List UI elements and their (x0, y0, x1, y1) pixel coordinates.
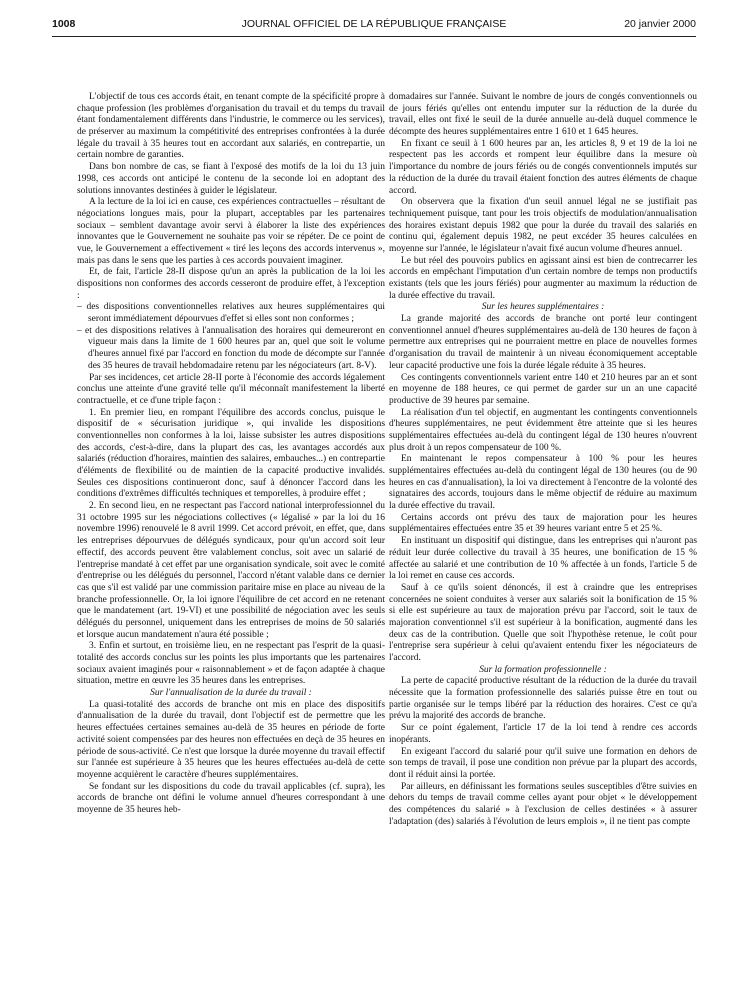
paragraph: A la lecture de la loi ici en cause, ces expériences contractuelles – résultant de négociations longues mais, pour la plupart, acceptables par les partenaires sociaux – semblent davantage avoir servi à élaborer la liste des expériences innovantes que le Gouvernement ne souhaite pas voir se répéter. De ce point de vue, le Gouvernement a effectivement « tiré les leçons des accords intervenus », mais pas dans le sens que les parties à ces accords pouvaient imaginer. (77, 197, 385, 266)
paragraph: 1. En premier lieu, en rompant l'équilibre des accords conclus, puisque le dispositif de « sécurisation juridique », qui invalide les dispositions conventionnelles non conformes à la loi, laisse subsister les autres dispositions des accords, c'est-à-dire, dans la plupart des cas, les avantages accordés aux salariés (réduction d'horaires, maintien des salaires, embauches...) en contrepartie d'éléments de flexibilité ou de maintien de la capacité productive invalidés. Seules ces dispositions continueront donc, sauf à dénoncer l'accord dans les conditions d'extrêmes difficultés techniques et temporelles, à produire effet ; (77, 407, 385, 500)
list-item: – des dispositions conventionnelles relatives aux heures supplémentaires qui seront immédiatement dépourvues d'effet si elles sont non conformes ; (77, 302, 385, 325)
paragraph: Par ailleurs, en définissant les formations seules susceptibles d'être suivies en dehors du temps de travail comme celles ayant pour objet « le développement des compétences du salarié » à l'exclusion de celles destinées « à assurer l'adaptation (des) salariés à l'évolution de leurs emplois », il ne tient pas compte (389, 781, 697, 827)
paragraph: Le but réel des pouvoirs publics en agissant ainsi est bien de contrecarrer les accords en empêchant l'imputation d'un certain nombre de temps non productifs existants (tels que les jours fériés) pour augmenter au maximum la réduction de la durée effective du travail. (389, 255, 697, 301)
page-number: 1008 (52, 18, 76, 30)
paragraph: En exigeant l'accord du salarié pour qu'il suive une formation en dehors de son temps de travail, il pose une condition non prévue par la plupart des accords, dont il réduit ainsi la portée. (389, 746, 697, 780)
paragraph: En maintenant le repos compensateur à 100 % pour les heures supplémentaires effectuées au-delà du contingent légal de 130 heures (ou de 90 heures en cas d'annualisation), la loi va directement à l'encontre de la volonté des signataires des accords, toujours dans le même objectif de réduire au maximum la durée effective du travail. (389, 454, 697, 512)
paragraph: En fixant ce seuil à 1 600 heures par an, les articles 8, 9 et 19 de la loi ne respectent pas les accords et rompent leur équilibre dans la mesure où l'importance du nombre de jours fériés ou de congés conventionnels imputés sur la réduction de la durée du travail étaient fonction des autres éléments de chaque accord. (389, 138, 697, 196)
issue-date: 20 janvier 2000 (624, 18, 696, 30)
paragraph: Ces contingents conventionnels varient entre 140 et 210 heures par an et sont en moyenne de 188 heures, ce qui permet de garder sur un an une capacité productive de 39 heures par semaine. (389, 372, 697, 406)
section-heading: Sur la formation professionnelle : (479, 664, 607, 675)
paragraph: domadaires sur l'année. Suivant le nombre de jours de congés conventionnels ou de jours fériés qu'elles ont entendu imputer sur la réduction de la durée du travail, elles ont fixé le seuil de la durée annuelle au-delà duquel commence le décompte des heures supplémentaires entre 1 610 et 1 645 heures. (389, 92, 697, 138)
paragraph: La réalisation d'un tel objectif, en augmentant les contingents conventionnels d'heures supplémentaires, ne peut évidemment être atteinte que si les heures supplémentaires effectuées au-delà du contingent légal de 130 heures n'ouvrent plus droit à un repos compensateur de 100 %. (389, 407, 697, 453)
paragraph: En instituant un dispositif qui distingue, dans les entreprises qui n'auront pas réduit leur durée collective du travail à 35 heures, une bonification de 15 % affectée au salarié et une contribution de 10 % affectée à un fonds, l'article 5 de la loi remet en cause ces accords. (389, 536, 697, 582)
journal-title: JOURNAL OFFICIEL DE LA RÉPUBLIQUE FRANÇAISE (241, 18, 507, 30)
paragraph: La perte de capacité productive résultant de la réduction de la durée du travail nécessite que la formation professionnelle des salariés puisse être en tout ou partie organisée sur le temps libéré par la réduction des horaires. C'est ce qu'a prévu la majorité des accords de branche. (389, 676, 697, 722)
paragraph: 2. En second lieu, en ne respectant pas l'accord national interprofessionnel du 31 octobre 1995 sur les négociations collectives (« légalisé » par la loi du 16 novembre 1996) renouvelé le 8 avril 1999. Cet accord prévoit, en effet, que, dans les entreprises dépourvues de délégués syndicaux, pour qu'un accord soit leur effectif, des accords peuvent être valablement conclus, soit avec un salarié de l'entreprise mandaté à cet effet par une organisation syndicale, soit avec le comité d'entreprise ou les délégués du personnel, l'accord n'étant valable dans ce dernier cas que s'il est validé par une commission paritaire mise en place au niveau de la branche professionnelle. Or, la loi ignore l'équilibre de cet accord en ne retenant que le mandatement (art. 19-VI) et une possibilité de négociation avec les seuls délégués du personnel, uniquement dans les entreprises de moins de 50 salariés et lorsque aucun mandatement n'aura été possible ; (77, 501, 385, 640)
paragraph: On observera que la fixation d'un seuil annuel légal ne se justifiait pas techniquement puisque, tant pour les trois objectifs de modulation/annualisation des horaires existant depuis 1982 que pour la durée du travail des salariés en continu qui, également depuis 1982, ne peut excéder 35 heures calculées en moyenne sur l'année, le législateur n'avait fixé aucun volume d'heures annuel. (389, 197, 697, 254)
paragraph: Certains accords ont prévu des taux de majoration pour les heures supplémentaires effectuées entre 35 et 39 heures variant entre 5 et 25 %. (389, 512, 697, 535)
header-rule (52, 36, 696, 37)
paragraph: Se fondant sur les dispositions du code du travail applicables (cf. supra), les accords de branche ont défini le volume annuel d'heures correspondant à une moyenne de 35 heures heb- (77, 781, 385, 815)
paragraph: Sur ce point également, l'article 17 de la loi tend à rendre ces accords inopérants. (389, 723, 697, 745)
page-header (52, 18, 696, 34)
list-item: – et des dispositions relatives à l'annualisation des horaires qui demeureront en vigueur mais dans la limite de 1 600 heures par an, quel que soit le volume d'heures annuel fixé par l'accord en fonction du mode de décompte sur l'année des 35 heures de travail hebdomadaire retenu par les négociateurs (art. 8-V). (77, 325, 385, 371)
paragraph: Sauf à ce qu'ils soient dénoncés, il est à craindre que les entreprises concernées ne soient conduites à verser aux salariés soit la bonification de 15 % si elle est supérieure au taux de majoration prévu par l'accord, soit le taux de majoration conventionnel s'il est supérieur à la bonification, augmenté dans les deux cas de la contribution. Quelle que soit l'hypothèse retenue, le coût pour l'entreprise sera supérieur à celui qu'avaient entendu fixer les négociateurs de l'accord. (389, 582, 697, 663)
paragraph: L'objectif de tous ces accords était, en tenant compte de la spécificité propre à chaque profession (les problèmes d'organisation du travail et du temps du travail étant fondamentalement différents dans l'industrie, le commerce ou les services), de préserver au maximum la compétitivité des entreprises confrontées à la durée légale du travail à 35 heures tout en accordant aux salariés, en contrepartie, un certain nombre de garanties. (77, 92, 385, 161)
exception-list (77, 302, 385, 372)
paragraph: La grande majorité des accords de branche ont porté leur contingent conventionnel annuel d'heures supplémentaires au-delà de 130 heures de façon à permettre aux entreprises qui ne pourraient mettre en place de nouvelles formes d'organisation du travail de maintenir à un niveau économiquement acceptable leur capacité productive une fois la durée légale réduite à 35 heures. (389, 314, 697, 371)
left-column (77, 92, 385, 817)
paragraph: Et, de fait, l'article 28-II dispose qu'un an après la publication de la loi les dispositions non conformes des accords cesseront de produire effet, à l'exception : (77, 267, 385, 301)
paragraph: 3. Enfin et surtout, en troisième lieu, en ne respectant pas l'esprit de la quasi-totalité des accords conclus sur les points les plus importants que les partenaires sociaux avaient imaginés pour « raisonnablement » et de façon adaptée à chaque situation, mettre en œuvre les 35 heures dans les entreprises. (77, 641, 385, 687)
section-heading: Sur l'annualisation de la durée du travail : (150, 688, 312, 699)
section-heading: Sur les heures supplémentaires : (481, 302, 605, 313)
paragraph: Dans bon nombre de cas, se fiant à l'exposé des motifs de la loi du 13 juin 1998, ces accords ont anticipé le contenu de la seconde loi en adoptant des solutions innovantes destinées à guider le législateur. (77, 162, 385, 196)
paragraph: La quasi-totalité des accords de branche ont mis en place des dispositifs d'annualisation de la durée du travail, dont l'objectif est de permettre que les heures effectuées certaines semaines au-delà de 35 heures en période de forte activité soient compensées par des heures non effectuées en deçà de 35 heures en période de sous-activité. Ce n'est que lorsque la durée moyenne du travail effectif sur l'année est supérieure à 35 heures que les heures effectuées au-delà de cette moyenne acquièrent le caractère d'heures supplémentaires. (77, 699, 385, 780)
paragraph: Par ses incidences, cet article 28-II porte à l'économie des accords légalement conclus une atteinte d'une gravité telle qu'il méconnaît manifestement la liberté contractuelle, et ce d'une triple façon : (77, 372, 385, 406)
right-column (389, 92, 697, 828)
